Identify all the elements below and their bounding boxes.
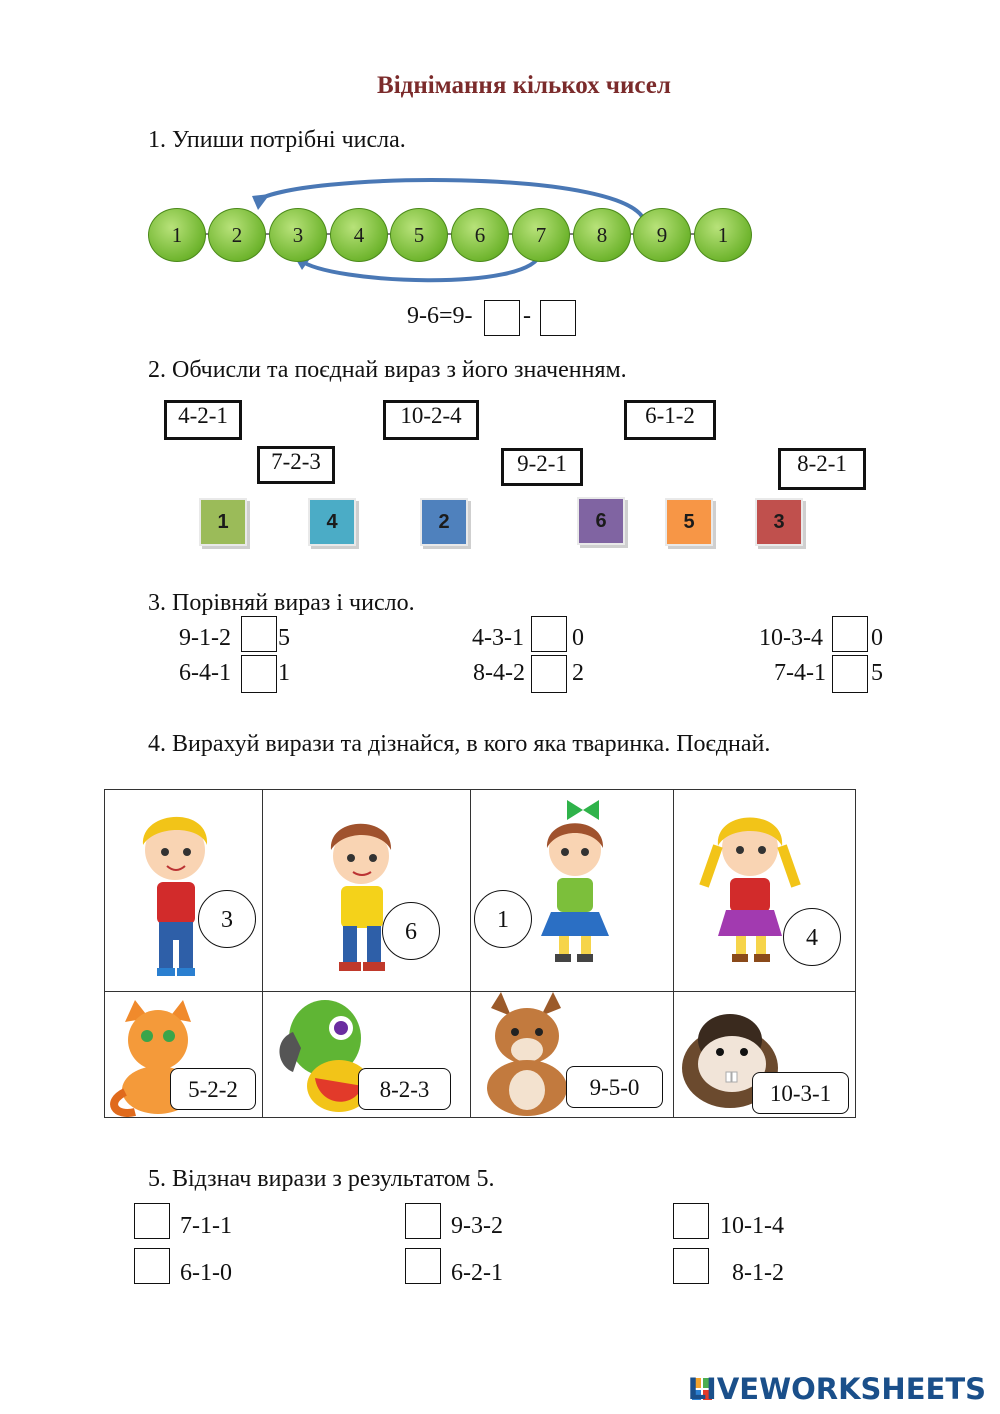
boy-blond-icon	[105, 790, 263, 992]
value-tile[interactable]: 5	[665, 498, 713, 546]
option-expression: 9-3-2	[451, 1213, 503, 1239]
compare-left: 7-4-1	[774, 660, 826, 686]
liveworksheets-logo: LIVEWORKSHEETS	[687, 1372, 986, 1406]
option-expression: 6-1-0	[180, 1260, 232, 1286]
bead: 3	[269, 208, 327, 262]
child-cell	[262, 789, 471, 992]
animal-expression[interactable]: 10-3-1	[752, 1072, 849, 1114]
task2-heading: 2. Обчисли та поєднай вираз з його значенням.	[148, 357, 627, 383]
child-answer-circle[interactable]: 4	[783, 908, 841, 966]
option-expression: 7-1-1	[180, 1213, 232, 1239]
compare-right: 5	[871, 660, 883, 686]
bead: 8	[573, 208, 631, 262]
bead: 5	[390, 208, 448, 262]
bead: 1	[148, 208, 206, 262]
compare-right: 0	[871, 625, 883, 651]
value-tile[interactable]: 6	[577, 497, 625, 545]
compare-left: 10-3-4	[759, 625, 823, 651]
compare-box[interactable]	[832, 616, 868, 652]
option-expression: 10-1-4	[720, 1213, 784, 1239]
compare-box[interactable]	[531, 655, 567, 693]
equation-minus: -	[523, 303, 531, 329]
bead: 9	[633, 208, 691, 262]
equation-prefix: 9-6=9-	[407, 303, 473, 329]
compare-left: 9-1-2	[179, 625, 231, 651]
compare-left: 8-4-2	[473, 660, 525, 686]
compare-left: 6-4-1	[179, 660, 231, 686]
bead: 4	[330, 208, 388, 262]
child-cell	[104, 789, 263, 992]
task1-heading: 1. Упиши потрібні числа.	[148, 127, 406, 153]
check-box[interactable]	[673, 1203, 709, 1239]
answer-box-1[interactable]	[484, 300, 520, 336]
child-cell	[673, 789, 856, 992]
match-expression[interactable]: 9-2-1	[501, 448, 583, 486]
child-answer-circle[interactable]: 1	[474, 890, 532, 948]
child-answer-circle[interactable]: 3	[198, 890, 256, 948]
value-tile[interactable]: 4	[308, 498, 356, 546]
match-expression[interactable]: 10-2-4	[383, 400, 479, 440]
girl-blond-icon	[674, 790, 856, 992]
compare-box[interactable]	[832, 655, 868, 693]
page-title: Віднімання кількох чисел	[377, 72, 671, 99]
compare-box[interactable]	[241, 616, 277, 652]
option-expression: 8-1-2	[732, 1260, 784, 1286]
compare-box[interactable]	[531, 616, 567, 652]
check-box[interactable]	[134, 1248, 170, 1284]
match-expression[interactable]: 8-2-1	[778, 448, 866, 490]
match-expression[interactable]: 7-2-3	[257, 446, 335, 484]
animal-expression[interactable]: 5-2-2	[170, 1068, 256, 1110]
bead: 6	[451, 208, 509, 262]
task5-heading: 5. Відзнач вирази з результатом 5.	[148, 1166, 495, 1192]
compare-right: 5	[278, 625, 290, 651]
compare-box[interactable]	[241, 655, 277, 693]
value-tile[interactable]: 1	[199, 498, 247, 546]
answer-box-2[interactable]	[540, 300, 576, 336]
bead: 2	[208, 208, 266, 262]
animal-expression[interactable]: 8-2-3	[358, 1068, 451, 1110]
check-box[interactable]	[673, 1248, 709, 1284]
check-box[interactable]	[134, 1203, 170, 1239]
bead: 1	[694, 208, 752, 262]
boy-brown-icon	[263, 790, 471, 992]
animal-expression[interactable]: 9-5-0	[566, 1066, 663, 1108]
check-box[interactable]	[405, 1203, 441, 1239]
match-expression[interactable]: 6-1-2	[624, 400, 716, 440]
option-expression: 6-2-1	[451, 1260, 503, 1286]
child-answer-circle[interactable]: 6	[382, 902, 440, 960]
bead: 7	[512, 208, 570, 262]
task4-heading: 4. Вирахуй вирази та дізнайся, в кого яка тваринка. Поєднай.	[148, 731, 771, 757]
value-tile[interactable]: 2	[420, 498, 468, 546]
compare-left: 4-3-1	[472, 625, 524, 651]
match-expression[interactable]: 4-2-1	[164, 400, 242, 440]
task3-heading: 3. Порівняй вираз і число.	[148, 590, 415, 616]
compare-right: 2	[572, 660, 584, 686]
check-box[interactable]	[405, 1248, 441, 1284]
compare-right: 0	[572, 625, 584, 651]
value-tile[interactable]: 3	[755, 498, 803, 546]
compare-right: 1	[278, 660, 290, 686]
